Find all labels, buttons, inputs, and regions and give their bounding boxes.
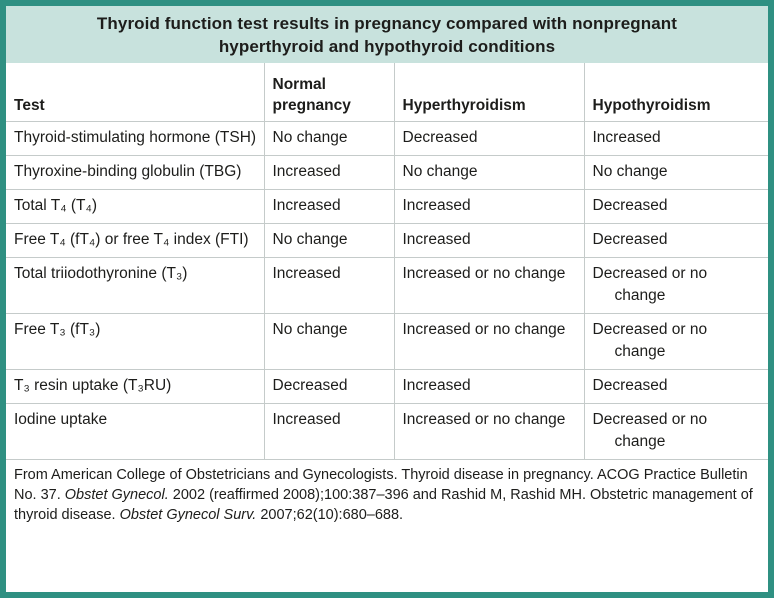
cell-hypothyroidism — [584, 257, 768, 313]
test-label: Free T₃ (fT₃) — [14, 320, 101, 338]
cell-test — [6, 257, 264, 313]
table-title-bar — [6, 6, 768, 63]
value-label: Increased or no change — [402, 410, 566, 428]
cell-normal-pregnancy: Increased — [264, 155, 394, 189]
column-header-hypothyroidism: Hypothyroidism — [592, 96, 711, 114]
cell-hyperthyroidism — [394, 189, 584, 223]
value-label: Increased — [592, 128, 661, 146]
value-label: Decreased — [402, 128, 478, 146]
table-row — [6, 223, 768, 257]
cell-test — [6, 313, 264, 369]
cell-hypothyroidism — [584, 369, 768, 403]
value-label: No change — [592, 162, 668, 180]
table-row — [6, 257, 768, 313]
value-label: Decreased — [592, 230, 668, 248]
value-label: Increased — [402, 376, 471, 394]
cell-normal-pregnancy: Increased — [264, 257, 394, 313]
cell-normal-pregnancy: No change — [264, 313, 394, 369]
cell-hypothyroidism — [584, 403, 768, 459]
cell-normal-pregnancy: Increased — [264, 403, 394, 459]
value-label: No change — [402, 162, 478, 180]
cell-hyperthyroidism — [394, 313, 584, 369]
cell-normal-pregnancy: No change — [264, 121, 394, 155]
table-row — [6, 121, 768, 155]
table-row — [6, 403, 768, 459]
test-label: Free T₄ (fT₄) or free T₄ index (FTI) — [14, 230, 249, 248]
value-label: Increased — [402, 230, 471, 248]
test-label: T₃ resin uptake (T₃RU) — [14, 376, 172, 394]
value-label: Decreased — [592, 376, 668, 394]
value-label: Decreased or no change — [592, 264, 708, 304]
cell-test — [6, 121, 264, 155]
value-label: Decreased — [592, 196, 668, 214]
footer-row — [6, 459, 768, 531]
column-header-hyperthyroidism: Hyperthyroidism — [394, 63, 584, 121]
test-label: Total triiodothyronine (T₃) — [14, 264, 188, 282]
table-body — [6, 121, 768, 459]
cell-test — [6, 223, 264, 257]
table-row — [6, 313, 768, 369]
cell-hypothyroidism — [584, 155, 768, 189]
column-header-normal-pregnancy: Normal pregnancy — [264, 63, 394, 121]
cell-normal-pregnancy: Decreased — [264, 369, 394, 403]
cell-normal-pregnancy: Increased — [264, 189, 394, 223]
value-label: Increased or no change — [402, 320, 566, 338]
test-label: Thyroxine-binding globulin (TBG) — [14, 162, 242, 180]
value-label: Increased — [402, 196, 471, 214]
value-label: Increased or no change — [402, 264, 566, 282]
value-label: Decreased or no change — [592, 320, 708, 360]
citation-text: From American College of Obstetricians and Gynecologists. Thyroid disease in pregnancy. ACOG Practice Bulletin No. 37. — [14, 466, 748, 503]
citation-text: 2002 (reaffirmed 2008);100:387–396 and Rashid M, Rashid MH. Obstetric management of thyroid disease. — [14, 486, 753, 523]
cell-hyperthyroidism — [394, 121, 584, 155]
cell-hyperthyroidism — [394, 403, 584, 459]
table-row — [6, 155, 768, 189]
column-header-test: Test — [6, 63, 264, 121]
cell-test — [6, 369, 264, 403]
value-label: Decreased or no change — [592, 410, 708, 450]
cell-hypothyroidism — [584, 189, 768, 223]
table-row — [6, 369, 768, 403]
cell-hypothyroidism — [584, 223, 768, 257]
citation-footer — [6, 459, 768, 531]
table-row — [6, 189, 768, 223]
cell-normal-pregnancy: No change — [264, 223, 394, 257]
cell-test — [6, 189, 264, 223]
cell-test — [6, 403, 264, 459]
test-label: Thyroid-stimulating hormone (TSH) — [14, 128, 257, 146]
cell-hypothyroidism — [584, 121, 768, 155]
cell-hyperthyroidism — [394, 155, 584, 189]
cell-hyperthyroidism — [394, 369, 584, 403]
cell-hyperthyroidism — [394, 223, 584, 257]
test-label: Total T₄ (T₄) — [14, 196, 97, 214]
journal-name-italic: Obstet Gynecol Surv. — [119, 506, 257, 523]
journal-name-italic: Obstet Gynecol. — [64, 486, 169, 503]
test-label: Iodine uptake — [14, 410, 108, 428]
table-title: Thyroid function test results in pregnancy compared with nonpregnant hyperthyroid and hypothyroid conditions — [96, 14, 678, 56]
cell-hyperthyroidism — [394, 257, 584, 313]
table-header — [6, 63, 768, 121]
cell-hypothyroidism — [584, 313, 768, 369]
cell-test — [6, 155, 264, 189]
table-footer — [6, 459, 768, 531]
header-row — [6, 63, 768, 121]
citation-text: 2007;62(10):680–688. — [256, 506, 404, 523]
thyroid-function-table — [6, 63, 768, 531]
